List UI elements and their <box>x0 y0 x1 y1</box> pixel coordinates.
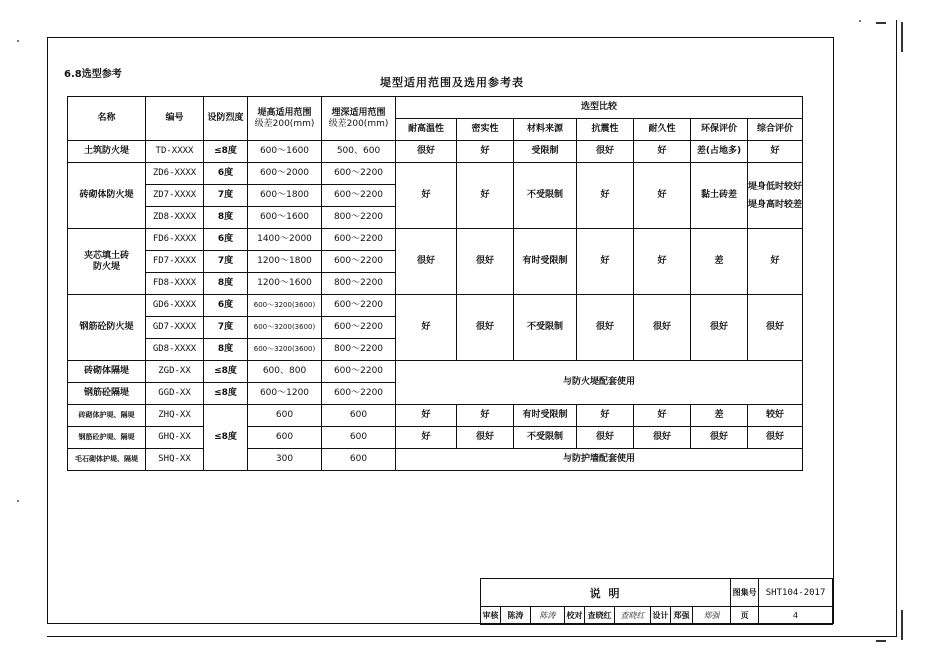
row-material: 有时受限制 <box>514 405 577 427</box>
design-label: 设计 <box>651 607 671 625</box>
row-seal: 很好 <box>457 427 514 449</box>
row-name <box>68 229 146 295</box>
reviewer-name: 陈涛 <box>501 607 531 625</box>
row-intensity: ≤8度 <box>204 383 248 405</box>
row-overall: 好 <box>748 229 803 295</box>
row-code: ZGD-XX <box>146 361 204 383</box>
page-number: 4 <box>759 607 833 625</box>
row-intensity: ≤8度 <box>204 141 248 163</box>
row-code: SHQ-XX <box>146 449 204 471</box>
table-row <box>68 163 803 185</box>
row-material: 不受限制 <box>514 295 577 361</box>
reviewer-signature: 陈涛 <box>531 607 565 625</box>
row-durability: 好 <box>634 405 691 427</box>
row-overall: 很好 <box>748 295 803 361</box>
row-depth: 600 <box>322 405 396 427</box>
row-depth: 600～2200 <box>322 383 396 405</box>
row-name: 土筑防火堤 <box>68 141 146 163</box>
row-material: 不受限制 <box>514 427 577 449</box>
header-seismic: 抗震性 <box>577 119 634 141</box>
header-height-range: 堤高适用范围 <box>257 107 312 118</box>
header-height-step: 级差200(mm) <box>254 118 315 129</box>
row-depth: 600～2200 <box>322 317 396 339</box>
section-heading: 6.8选型参考 <box>64 69 122 80</box>
drawing-title: 说 明 <box>481 579 731 607</box>
designer-signature: 郑强 <box>693 607 731 625</box>
row-seismic: 好 <box>577 405 634 427</box>
row-name: 毛石砌体护堤、隔堤 <box>68 449 146 471</box>
row-code: ZD7-XXXX <box>146 185 204 207</box>
row-eco: 黏土砖差 <box>691 163 748 229</box>
row-material: 有时受限制 <box>514 229 577 295</box>
row-seismic: 好 <box>577 163 634 229</box>
row-depth: 600～2200 <box>322 163 396 185</box>
table-title: 堤型适用范围及选用参考表 <box>380 76 524 89</box>
row-height: 600～3200(3600) <box>248 317 322 339</box>
scan-dot <box>17 40 19 42</box>
row-heat: 很好 <box>396 229 457 295</box>
row-code: FD7-XXXX <box>146 251 204 273</box>
row-height: 600～2000 <box>248 163 322 185</box>
row-material: 不受限制 <box>514 163 577 229</box>
row-heat: 好 <box>396 295 457 361</box>
row-height: 600～1200 <box>248 383 322 405</box>
row-height: 1200～1600 <box>248 273 322 295</box>
row-durability: 很好 <box>634 427 691 449</box>
row-overall-line: 堤身高时较差 <box>748 199 803 210</box>
row-durability: 好 <box>634 163 691 229</box>
row-seal: 好 <box>457 163 514 229</box>
header-depth-range: 埋深适用范围 <box>331 107 386 118</box>
row-depth: 800～2200 <box>322 207 396 229</box>
row-height: 600～1600 <box>248 141 322 163</box>
row-intensity: 7度 <box>204 251 248 273</box>
row-intensity: 8度 <box>204 273 248 295</box>
row-name: 钢筋砼护堤、隔堤 <box>68 427 146 449</box>
review-label: 审核 <box>481 607 501 625</box>
row-intensity: 7度 <box>204 317 248 339</box>
row-depth: 600～2200 <box>322 295 396 317</box>
row-code: ZHQ-XX <box>146 405 204 427</box>
row-eco: 很好 <box>691 295 748 361</box>
wall-note: 与防护墙配套使用 <box>396 449 803 471</box>
row-heat: 好 <box>396 427 457 449</box>
table-row <box>68 449 803 471</box>
row-height: 1400～2000 <box>248 229 322 251</box>
row-depth: 600～2200 <box>322 361 396 383</box>
row-depth: 600～2200 <box>322 251 396 273</box>
row-code: ZD6-XXXX <box>146 163 204 185</box>
checker-name: 查晓红 <box>585 607 615 625</box>
atlas-label: 图集号 <box>731 579 759 607</box>
header-depth-step: 级差200(mm) <box>328 118 389 129</box>
row-code: GD6-XXXX <box>146 295 204 317</box>
row-overall: 很好 <box>748 427 803 449</box>
header-depth <box>322 97 396 141</box>
row-depth: 600～2200 <box>322 229 396 251</box>
row-height: 600～1800 <box>248 185 322 207</box>
crop-mark-top <box>876 22 886 24</box>
row-name: 钢筋砼隔堤 <box>68 383 146 405</box>
row-height: 600～1600 <box>248 207 322 229</box>
page-label: 页 <box>731 607 759 625</box>
row-name-line: 防火堤 <box>92 261 120 272</box>
row-seismic: 很好 <box>577 141 634 163</box>
row-intensity: 6度 <box>204 295 248 317</box>
title-block <box>480 578 833 625</box>
checker-signature: 查晓红 <box>615 607 651 625</box>
row-height: 600 <box>248 405 322 427</box>
scan-dot <box>17 500 19 502</box>
row-overall: 较好 <box>748 405 803 427</box>
row-name-line: 夹芯填土砖 <box>83 250 129 261</box>
row-code: ZD8-XXXX <box>146 207 204 229</box>
header-material: 材料来源 <box>514 119 577 141</box>
row-overall <box>748 163 803 229</box>
row-name: 砖砌体护堤、隔堤 <box>68 405 146 427</box>
table-row <box>68 405 803 427</box>
row-durability: 很好 <box>634 295 691 361</box>
row-code: FD6-XXXX <box>146 229 204 251</box>
row-name: 钢筋砼防火堤 <box>68 295 146 361</box>
row-durability: 好 <box>634 229 691 295</box>
row-seal: 好 <box>457 141 514 163</box>
row-depth: 600 <box>322 427 396 449</box>
header-heat: 耐高温性 <box>396 119 457 141</box>
crop-mark-bottom-v <box>901 610 903 640</box>
row-eco: 很好 <box>691 427 748 449</box>
designer-name: 郑强 <box>671 607 693 625</box>
crop-mark-top-v <box>901 22 903 52</box>
header-eco: 环保评价 <box>691 119 748 141</box>
row-seismic: 很好 <box>577 295 634 361</box>
row-seismic: 好 <box>577 229 634 295</box>
row-height: 600～3200(3600) <box>248 339 322 361</box>
row-depth: 500、600 <box>322 141 396 163</box>
row-durability: 好 <box>634 141 691 163</box>
header-code: 编号 <box>146 97 204 141</box>
table-row <box>68 295 803 317</box>
crop-mark-bottom <box>876 640 886 642</box>
row-seal: 好 <box>457 405 514 427</box>
row-intensity: ≤8度 <box>204 405 248 471</box>
header-compare: 选型比较 <box>396 97 803 119</box>
row-heat: 很好 <box>396 141 457 163</box>
header-durability: 耐久性 <box>634 119 691 141</box>
row-name: 砖砌体隔堤 <box>68 361 146 383</box>
header-name: 名称 <box>68 97 146 141</box>
row-name: 砖砌体防火堤 <box>68 163 146 229</box>
header-height <box>248 97 322 141</box>
header-overall: 综合评价 <box>748 119 803 141</box>
row-intensity: 8度 <box>204 339 248 361</box>
row-eco: 差(占地多) <box>691 141 748 163</box>
row-eco: 差 <box>691 229 748 295</box>
row-overall: 好 <box>748 141 803 163</box>
row-depth: 600～2200 <box>322 185 396 207</box>
partition-note: 与防火堤配套使用 <box>396 361 803 405</box>
row-height: 1200～1800 <box>248 251 322 273</box>
row-code: GD7-XXXX <box>146 317 204 339</box>
check-label: 校对 <box>565 607 585 625</box>
row-material: 受限制 <box>514 141 577 163</box>
table-row <box>68 361 803 383</box>
row-height: 600～3200(3600) <box>248 295 322 317</box>
row-code: GD8-XXXX <box>146 339 204 361</box>
row-seismic: 很好 <box>577 427 634 449</box>
scan-dot <box>859 20 861 22</box>
atlas-number: SHT104-2017 <box>759 579 833 607</box>
row-height: 300 <box>248 449 322 471</box>
row-heat: 好 <box>396 405 457 427</box>
row-overall-line: 堤身低时较好 <box>748 181 803 192</box>
row-code: FD8-XXXX <box>146 273 204 295</box>
header-seal: 密实性 <box>457 119 514 141</box>
row-height: 600 <box>248 427 322 449</box>
row-depth: 800～2200 <box>322 339 396 361</box>
table-row <box>68 427 803 449</box>
table-row <box>68 229 803 251</box>
row-heat: 好 <box>396 163 457 229</box>
row-code: GGD-XX <box>146 383 204 405</box>
row-code: TD-XXXX <box>146 141 204 163</box>
row-depth: 800～2200 <box>322 273 396 295</box>
row-intensity: 8度 <box>204 207 248 229</box>
row-intensity: 6度 <box>204 163 248 185</box>
row-seal: 很好 <box>457 229 514 295</box>
row-height: 600、800 <box>248 361 322 383</box>
sheet-border-right <box>896 20 897 637</box>
row-seal: 很好 <box>457 295 514 361</box>
selection-table <box>67 96 803 471</box>
row-eco: 差 <box>691 405 748 427</box>
sheet-border-bottom <box>47 636 897 637</box>
row-code: GHQ-XX <box>146 427 204 449</box>
table-row <box>68 141 803 163</box>
row-intensity: 7度 <box>204 185 248 207</box>
row-intensity: 6度 <box>204 229 248 251</box>
header-intensity: 设防烈度 <box>204 97 248 141</box>
row-depth: 600 <box>322 449 396 471</box>
row-intensity: ≤8度 <box>204 361 248 383</box>
